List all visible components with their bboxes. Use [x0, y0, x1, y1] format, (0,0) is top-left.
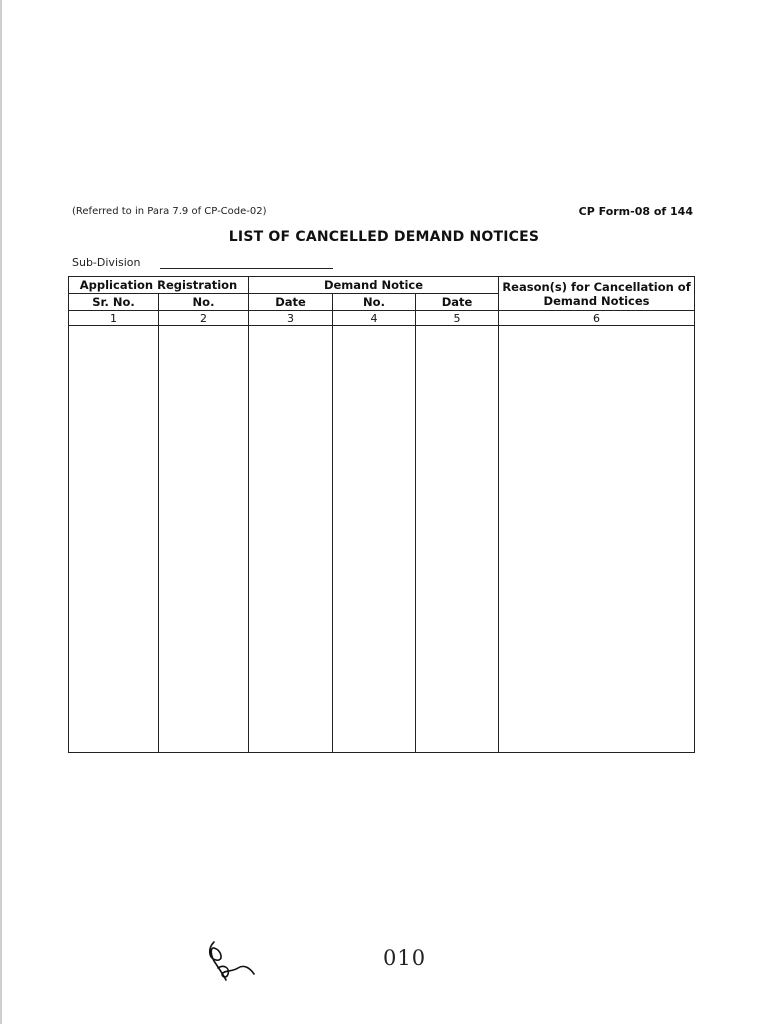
col-header-notice-date-b: Date — [416, 294, 499, 311]
column-number-row — [69, 311, 695, 326]
column-number: 2 — [159, 311, 249, 326]
entry-cell[interactable] — [416, 326, 499, 753]
header-reason-line1: Reason(s) for Cancellation of — [502, 279, 691, 294]
scan-edge — [0, 0, 2, 1024]
column-number: 3 — [249, 311, 333, 326]
column-number: 5 — [416, 311, 499, 326]
header-reason-line2: Demand Notices — [543, 293, 650, 308]
cancelled-notices-table — [68, 276, 695, 753]
entry-cell[interactable] — [69, 326, 159, 753]
column-number: 6 — [499, 311, 695, 326]
page-number-stamp: 010 — [383, 946, 427, 970]
reference-note: (Referred to in Para 7.9 of CP-Code-02) — [72, 206, 267, 217]
col-header-notice-date-a: Date — [249, 294, 333, 311]
group-header-demand-notice: Demand Notice — [249, 277, 499, 294]
col-header-registration-no: No. — [159, 294, 249, 311]
initials-signature — [200, 938, 270, 988]
column-number: 1 — [69, 311, 159, 326]
page-title: LIST OF CANCELLED DEMAND NOTICES — [228, 229, 540, 245]
sub-division-label: Sub-Division — [72, 256, 141, 269]
header-reason — [499, 277, 695, 311]
entry-cell[interactable] — [249, 326, 333, 753]
col-header-sr-no: Sr. No. — [69, 294, 159, 311]
entry-area-row — [69, 326, 695, 753]
form-number: CP Form-08 of 144 — [578, 205, 693, 218]
col-header-notice-no: No. — [333, 294, 416, 311]
column-number: 4 — [333, 311, 416, 326]
group-header-application-registration: Application Registration — [69, 277, 249, 294]
entry-cell[interactable] — [159, 326, 249, 753]
sub-division-field[interactable] — [160, 268, 333, 269]
header-row-groups — [69, 277, 695, 294]
entry-cell[interactable] — [499, 326, 695, 753]
entry-cell[interactable] — [333, 326, 416, 753]
